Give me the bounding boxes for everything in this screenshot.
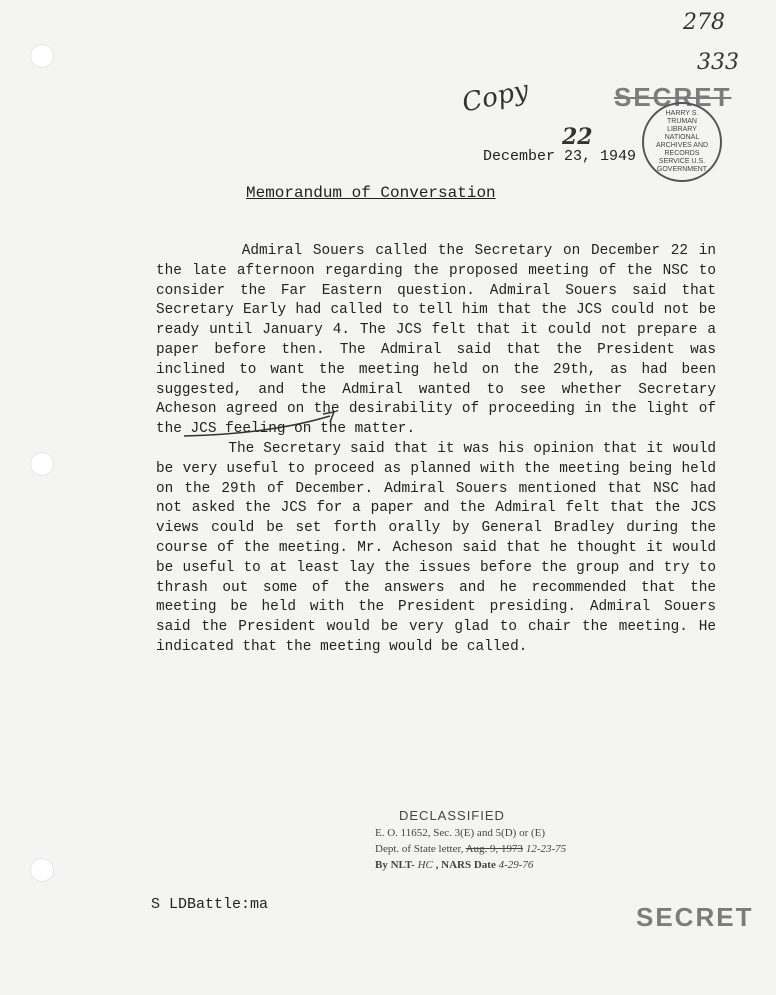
- letter-date-struck: Aug. 9, 1973: [465, 843, 524, 855]
- by-label: By NLT-: [375, 859, 415, 871]
- letter-date-new: 12-23-75: [525, 843, 567, 855]
- declassification-stamp: [375, 808, 566, 871]
- secret-stamp-bottom: SECRET: [636, 902, 754, 932]
- letter-prefix: Dept. of State letter,: [375, 843, 464, 855]
- handwritten-file-number: 333: [697, 50, 739, 75]
- memo-title: Memorandum of Conversation: [246, 184, 496, 202]
- memo-paragraph-2: The Secretary said that it was his opinion that it would be very useful to proceed as planned with the meeting being held on the 29th of December. Admiral Souers mentioned that NSC had not asked the JCS for a paper and the Admiral felt that the JCS views could be set forth orally by General Bradley during the course of the meeting. Mr. Acheson said that he thought it would be useful to at least lay the issues before the group and try to thrash out some of the answers and he recommended that the meeting be held with the President presiding. Admiral Souers said the President would be very glad to chair the meeting. He indicated that the meeting would be called.: [156, 441, 725, 655]
- secret-stamp-top: SECRET: [614, 82, 732, 112]
- archives-seal-text: HARRY S. TRUMAN LIBRARY NATIONAL ARCHIVES AND RECORDS SERVICE U.S. GOVERNMENT: [655, 110, 709, 173]
- declassification-by-line: [375, 859, 566, 871]
- drafter-initials: S LDBattle:ma: [151, 896, 269, 913]
- by-value: HC: [417, 859, 433, 871]
- punch-hole-top: [30, 44, 54, 68]
- declassification-letter: [375, 843, 566, 855]
- handwritten-arrow: [180, 402, 360, 442]
- punch-hole-middle: [30, 452, 54, 476]
- nars-label: , NARS Date: [435, 859, 496, 871]
- punch-hole-bottom: [30, 858, 54, 882]
- declassified-heading: DECLASSIFIED: [399, 808, 505, 823]
- memo-paragraph-1: Admiral Souers called the Secretary on December 22 in the late afternoon regarding the proposed meeting of the NSC to consider the Far Eastern question. Admiral Souers said that Secretary Early had called to tell him that the JCS could not be ready until January 4. The JCS felt that it could not prepare a paper before then. The Admiral said that the President was inclined to want the meeting held on the 29th, as had been suggested, and the Admiral wanted to see whether Secretary Acheson agreed on the desirability of proceeding in the light of the JCS feeling on the matter.: [156, 243, 725, 438]
- declassification-authority: E. O. 11652, Sec. 3(E) and 5(D) or (E): [375, 827, 546, 839]
- archives-seal: [642, 102, 722, 182]
- handwritten-date-correction: 22: [562, 124, 593, 150]
- memo-date: December 23, 1949: [483, 148, 637, 165]
- handwritten-page-number: 278: [683, 10, 725, 35]
- handwritten-copy-mark: Copy: [459, 75, 532, 119]
- nars-date: 4-29-76: [498, 859, 534, 871]
